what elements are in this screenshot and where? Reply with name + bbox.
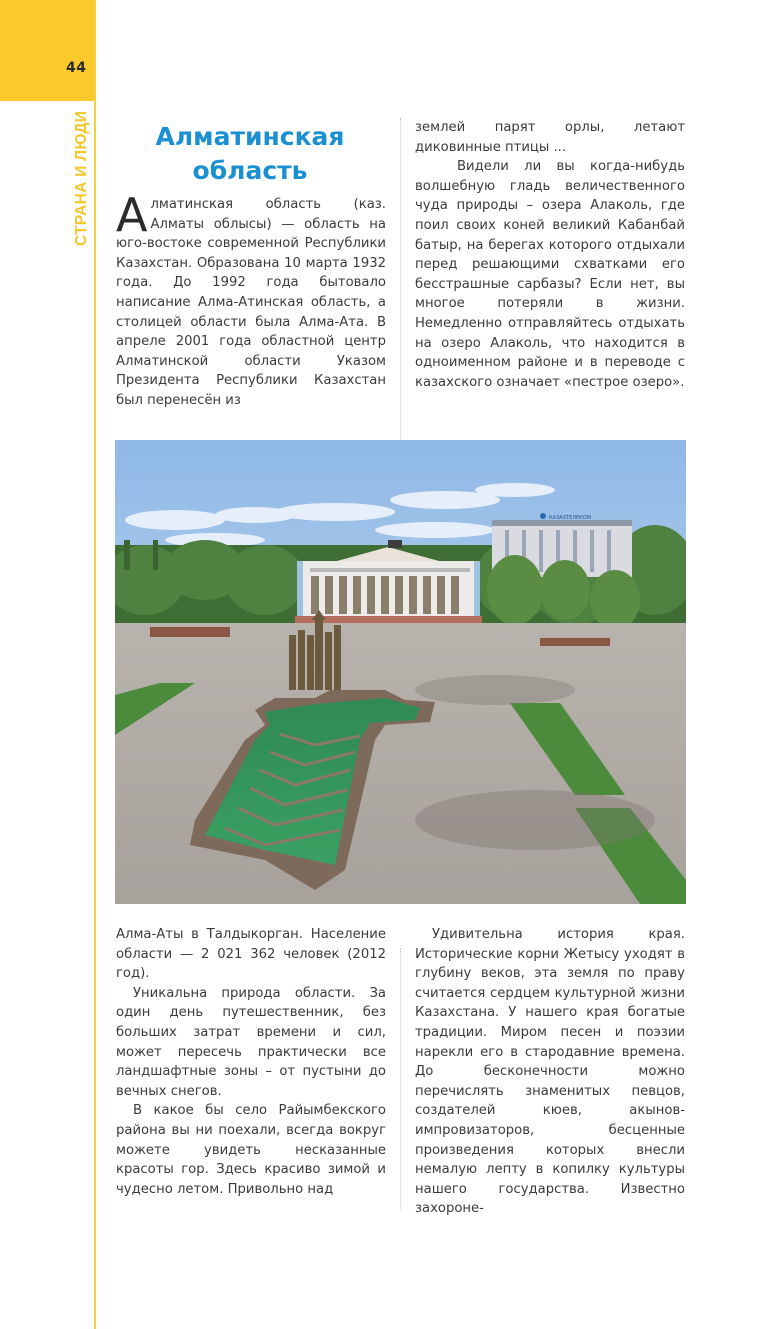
paragraph: землей парят орлы, летают диковинные птицы ... (415, 120, 685, 155)
title-line-2: область (192, 156, 308, 185)
drop-cap: А (116, 188, 148, 242)
title-line-1: Алматинская (155, 122, 345, 151)
section-label: СТРАНА И ЛЮДИ (73, 110, 90, 246)
paragraph (116, 188, 386, 411)
column-1 (116, 188, 386, 411)
paragraph: Видели ли вы когда-нибудь волшебную гладь величественного чуда природы – озера Алаколь, где поил своих коней великий Кабанбай батыр, на берегах которого отдыхали перед решающими схватками его бесстрашные сарбазы? Если нет, вы многое потеряли в жизни. Немедленно отправляйтесь отдыхать на озеро Алаколь, что находится в одноименном районе и в переводе с казахского означает «пестрое озеро». (415, 159, 685, 390)
photo-illustration (115, 440, 686, 904)
article-title (115, 120, 385, 188)
paragraph: Уникальна природа области. За один день путешественник, без больших затрат времени и сил, может пересечь практически все ландшафтные зоны – от пустыни до вечных снегов. (116, 985, 386, 1099)
paragraph: Алма-Аты в Талдыкорган. Население области — 2 021 362 человек (2012 год). (116, 927, 386, 982)
paragraph: В какое бы село Райымбекского района вы ни поехали, всегда вокруг можете увидеть несказанные красоты гор. Здесь красиво зимой и чудесно летом. Привольно над (116, 1103, 386, 1197)
paragraph-text: лматинская область (каз. Алматы облысы) — область на юго-востоке современной Республики Казахстан. Образована 10 марта 1932 года. До 1992 года бытовало написание Алма-Атинская область, а столицей области была Алма-Ата. В апреле 2001 года областной центр Алматинской области Указом Президента Республики Казахстан был перенесён из (116, 197, 386, 408)
column-4 (415, 925, 685, 1219)
column-2 (415, 118, 685, 392)
photo-sign: КАЗАХТЕЛЕКОМ (549, 515, 591, 521)
column-3 (116, 925, 386, 1199)
page-number: 44 (66, 60, 87, 76)
side-rule (94, 0, 96, 1329)
photo-fountain-square (115, 440, 686, 904)
paragraph: Удивительна история края. Исторические корни Жетысу уходят в глубину веков, эта земля по праву считается сердцем культурной жизни Казахстана. У нашего края богатые традиции. Миром песен и поэзии нарекли его в стародавние времена. До бесконечности можно перечислять знаменитых певцов, создателей кюев, акынов-импровизаторов, бесценные произведения которых внесли немалую лепту в копилку культуры нашего государства. Известно захороне- (415, 927, 685, 1217)
page-corner-block (0, 0, 95, 101)
column-divider (400, 948, 401, 1210)
column-divider (400, 118, 401, 440)
